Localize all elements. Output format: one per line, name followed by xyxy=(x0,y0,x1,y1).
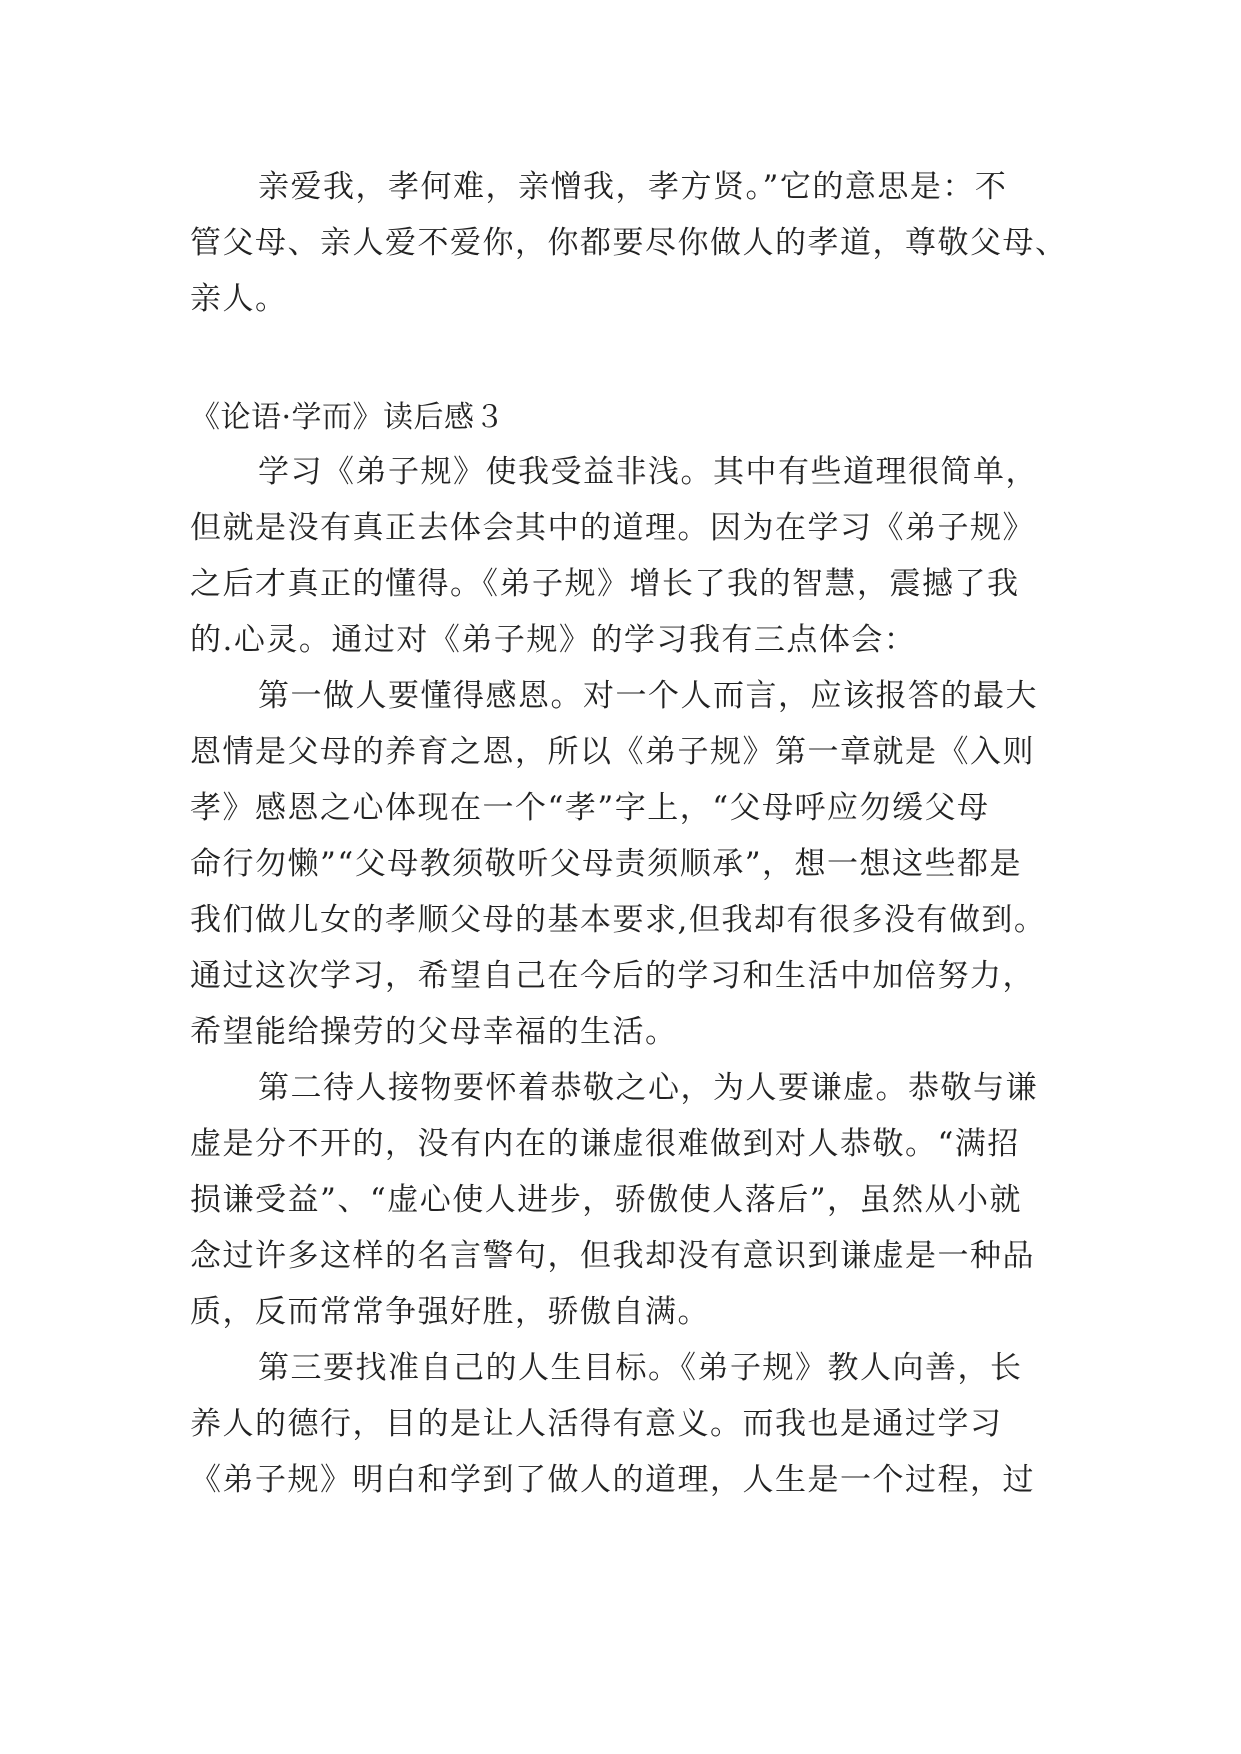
text-line: 第一做人要懂得感恩。对一个人而言，应该报答的最大 xyxy=(258,678,1038,714)
text-line: 通过这次学习，希望自己在今后的学习和生活中加倍努力， xyxy=(190,958,1035,994)
text-line: 之后才真正的懂得。《弟子规》增长了我的智慧，震撼了我 xyxy=(190,566,1020,602)
text-line: 的.心灵。通过对《弟子规》的学习我有三点体会： xyxy=(190,622,917,658)
text-line: 孝》感恩之心体现在一个“孝”字上，“父母呼应勿缓父母 xyxy=(190,790,990,826)
text-line: 但就是没有真正去体会其中的道理。因为在学习《弟子规》 xyxy=(190,510,1035,546)
text-line: 《弟子规》明白和学到了做人的道理，人生是一个过程，过 xyxy=(190,1462,1035,1498)
text-line: 恩情是父母的养育之恩，所以《弟子规》第一章就是《入则 xyxy=(190,734,1035,770)
section-heading: 《论语·学而》读后感３ xyxy=(190,400,506,435)
text-line: 管父母、亲人爱不爱你，你都要尽你做人的孝道，尊敬父母、 xyxy=(190,225,1068,261)
text-line: 养人的德行，目的是让人活得有意义。而我也是通过学习 xyxy=(190,1406,1003,1442)
text-line: 命行勿懒”“父母教须敬听父母责须顺承”，想一想这些都是 xyxy=(190,846,1023,882)
text-line: 念过许多这样的名言警句，但我却没有意识到谦虚是一种品 xyxy=(190,1238,1035,1274)
text-line: 亲爱我，孝何难，亲憎我，孝方贤。”它的意思是：不 xyxy=(258,169,1008,205)
text-line: 希望能给操劳的父母幸福的生活。 xyxy=(190,1014,678,1050)
text-line: 我们做儿女的孝顺父母的基本要求,但我却有很多没有做到。 xyxy=(190,902,1047,938)
text-line: 亲人。 xyxy=(190,281,288,317)
text-line: 第二待人接物要怀着恭敬之心，为人要谦虚。恭敬与谦 xyxy=(258,1070,1038,1106)
text-line: 质，反而常常争强好胜，骄傲自满。 xyxy=(190,1294,710,1330)
text-line: 学习《弟子规》使我受益非浅。其中有些道理很简单， xyxy=(258,454,1038,490)
text-line: 虚是分不开的，没有内在的谦虚很难做到对人恭敬。“满招 xyxy=(190,1126,1020,1162)
text-line: 损谦受益”、“虚心使人进步，骄傲使人落后”，虽然从小就 xyxy=(190,1182,1023,1218)
text-line: 第三要找准自己的人生目标。《弟子规》教人向善，长 xyxy=(258,1350,1023,1386)
